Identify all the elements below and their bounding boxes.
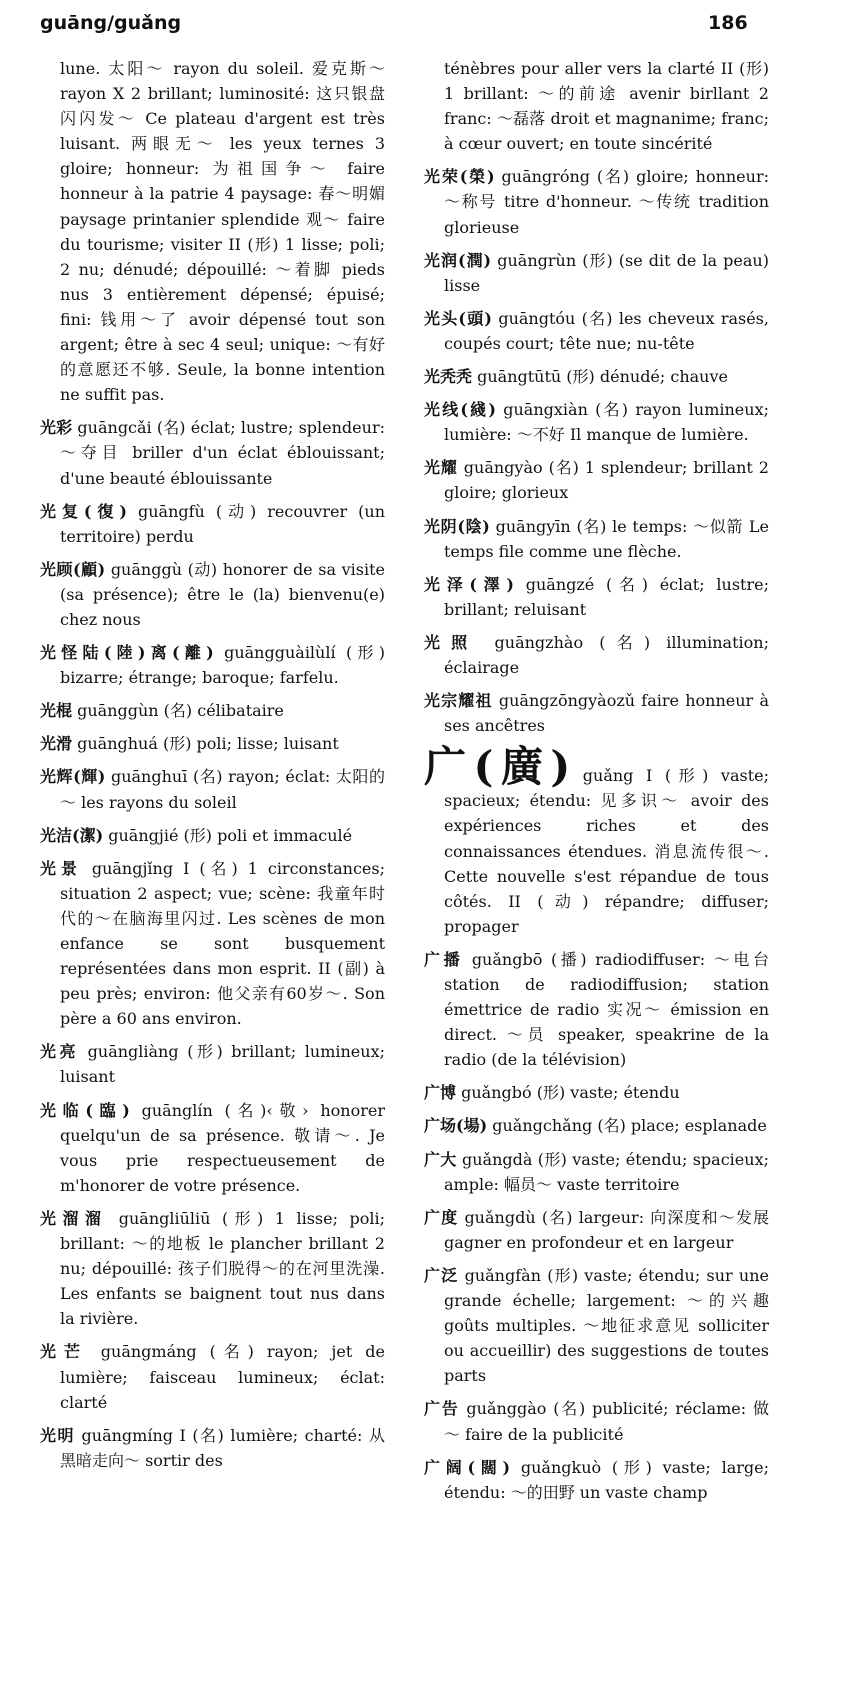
- entry-definition: guǎngdù (名) largeur: 向深度和～发展 gagner en profondeur et en largeur: [444, 1207, 769, 1252]
- entry-headword: 光彩: [40, 418, 73, 438]
- entry-definition: guǎngbō (播) radiodiffuser: ～电台 station de radiodiffusion; station émettrice de radio 实况～ émission en direct. ～员 speaker, speakrine de la radio (de la télévision): [444, 949, 769, 1070]
- entry-headword: 广(廣): [424, 742, 571, 792]
- entry-headword: 光泽(澤): [424, 574, 514, 594]
- dictionary-entry: [40, 1039, 385, 1089]
- dictionary-entry: [424, 248, 769, 298]
- dictionary-entry: [424, 1113, 769, 1138]
- entry-headword: 光亮: [40, 1042, 80, 1062]
- dictionary-entry: [40, 1206, 385, 1331]
- entry-definition: guānggùn (名) célibataire: [77, 701, 284, 721]
- dictionary-entry: [40, 856, 385, 1032]
- entry-definition: guāngmíng I (名) lumière; charté: 从黑暗走向～ sortir des: [60, 1425, 385, 1470]
- dictionary-entry: [40, 698, 385, 723]
- entry-headword: 光怪陆(陸)离(離): [40, 643, 214, 663]
- dictionary-entry: [424, 1396, 769, 1446]
- entry-headword: 光顾(顧): [40, 559, 106, 579]
- entry-definition: ténèbres pour aller vers la clarté II (形) 1 brillant: ～的前途 avenir birllant 2 franc: ～磊落 droit et magnanime; franc; à cœur ouvert; en toute sincérité: [444, 59, 769, 154]
- dictionary-entry: [424, 455, 769, 505]
- entry-headword: 光辉(輝): [40, 767, 106, 787]
- entry-definition: guǎngfàn (形) vaste; étendu; sur une grande échelle; largement: ～的兴趣 goûts multiples. ～地征求意见 solliciter ou accueillir) des suggestions de toutes parts: [444, 1265, 769, 1386]
- entry-headword: 光明: [40, 1425, 75, 1445]
- entry-definition: guāngzōngyàozǔ faire honneur à ses ancêtres: [444, 691, 769, 736]
- dictionary-entry: [424, 397, 769, 447]
- entry-definition: guānghuī (名) rayon; éclat: 太阳的～ les rayons du soleil: [60, 767, 385, 812]
- entry-headword: 光润(潤): [424, 250, 492, 270]
- entry-headword: 光复(復): [40, 501, 127, 521]
- entry-definition: guāngrùn (形) (se dit de la peau) lisse: [444, 250, 769, 295]
- left-column: [40, 56, 385, 1481]
- entry-definition: guǎng I (形) vaste; spacieux; étendu: 见多识～ avoir des expériences riches et des connaissances étendues. 消息流传很～. Cette nouvelle s'est répandue de tous côtés. II (动) répandre; diffuser; propager: [444, 766, 769, 936]
- entry-definition: guāngguàilùlí (形) bizarre; étrange; baroque; farfelu.: [60, 643, 385, 688]
- entry-definition: guāngyīn (名) le temps: ～似箭 Le temps file comme une flèche.: [444, 516, 769, 561]
- entry-headword: 广博: [424, 1083, 457, 1103]
- entry-definition: guāngliàng (形) brillant; lumineux; luisant: [60, 1042, 385, 1087]
- dictionary-entry: [424, 688, 769, 738]
- dictionary-entry: [424, 1147, 769, 1197]
- entry-continuation: [40, 56, 385, 407]
- entry-definition: guāngcǎi (名) éclat; lustre; splendeur: ～夺目 briller d'un éclat éblouissant; d'une beauté éblouissante: [60, 418, 385, 488]
- entry-headword: 广场(場): [424, 1116, 488, 1136]
- entry-definition: guāngtūtū (形) dénudé; chauve: [477, 367, 728, 387]
- dictionary-entry: [424, 1455, 769, 1505]
- entry-headword: 广播: [424, 949, 464, 969]
- entry-definition: guāngfù (动) recouvrer (un territoire) perdu: [60, 501, 385, 546]
- entry-continuation: [424, 56, 769, 156]
- entry-definition: guǎngdà (形) vaste; étendu; spacieux; ample: 幅员～ vaste territoire: [444, 1149, 769, 1194]
- entry-headword: 光临(臨): [40, 1100, 130, 1120]
- entry-definition: guāngjié (形) poli et immaculé: [108, 825, 353, 845]
- dictionary-entry: [40, 1098, 385, 1198]
- entry-definition: lune. 太阳～ rayon du soleil. 爱克斯～ rayon X 2 brillant; luminosité: 这只银盘闪闪发～ Ce plateau d'argent est très luisant. 两眼无～ les yeux ternes 3 gloire; honneur: 为祖国争～ faire honneur à la patrie 4 paysage: 春～明媚 paysage printanier splendide 观～ faire du tourisme; visiter II (形) 1 lisse; poli; 2 nu; dénudé; dépouillé: ～着脚 pieds nus 3 entièrement dépensé; épuisé; fini: 钱用～了 avoir dépensé tout son argent; être à sec 4 seul; unique: ～有好的意愿还不够. Seule, la bonne intention ne suffit pas.: [60, 59, 385, 405]
- entry-headword: 光棍: [40, 701, 73, 721]
- entry-headword: 光秃秃: [424, 367, 473, 387]
- entry-definition: guāngmáng (名) rayon; jet de lumière; faisceau lumineux; éclat: clarté: [60, 1342, 385, 1412]
- dictionary-entry: [40, 764, 385, 814]
- dictionary-entry: [40, 499, 385, 549]
- entry-definition: guāngjǐng I (名) 1 circonstances; situation 2 aspect; vue; scène: 我童年时代的～在脑海里闪过. Les scènes de mon enfance se sont busquement représentées dans mon esprit. II (副) à peu près; environ: 他父亲有60岁～. Son père a 60 ans environ.: [60, 858, 385, 1029]
- dictionary-entry: [40, 640, 385, 690]
- entry-headword: 光耀: [424, 458, 458, 478]
- entry-headword: 广度: [424, 1207, 459, 1227]
- entry-definition: guǎngbó (形) vaste; étendu: [461, 1083, 680, 1103]
- entry-headword: 光滑: [40, 734, 73, 754]
- entry-definition: guānglín (名)‹敬› honorer quelqu'un de sa présence. 敬请～. Je vous prie respectueusement de m'honorer de votre présence.: [60, 1100, 385, 1195]
- entry-definition: guǎngkuò (形) vaste; large; étendu: ～的田野 un vaste champ: [444, 1457, 769, 1502]
- entry-definition: guāngróng (名) gloire; honneur: ～称号 titre d'honneur. ～传统 tradition glorieuse: [444, 167, 769, 237]
- dictionary-entry: [40, 415, 385, 490]
- page-number: 186: [708, 12, 748, 34]
- entry-headword: 光景: [40, 858, 82, 878]
- entry-definition: guǎngchǎng (名) place; esplanade: [492, 1116, 767, 1136]
- dictionary-entry: [40, 557, 385, 632]
- dictionary-entry: [40, 1339, 385, 1414]
- entry-definition: guāngzhào (名) illumination; éclairage: [444, 632, 769, 677]
- entry-definition: guānghuá (形) poli; lisse; luisant: [77, 734, 339, 754]
- entry-headword: 光宗耀祖: [424, 691, 493, 711]
- dictionary-entry: [424, 1080, 769, 1105]
- entry-definition: guāngzé (名) éclat; lustre; brillant; reluisant: [444, 574, 769, 619]
- dictionary-entry: [424, 742, 769, 939]
- entry-headword: 光洁(潔): [40, 825, 104, 845]
- entry-definition: guǎnggào (名) publicité; réclame: 做～ faire de la publicité: [444, 1399, 769, 1444]
- dictionary-entry: [40, 731, 385, 756]
- right-column: [424, 56, 769, 1513]
- entry-headword: 光阴(陰): [424, 516, 490, 536]
- entry-definition: guāngxiàn (名) rayon lumineux; lumière: ～不好 Il manque de lumière.: [444, 400, 769, 445]
- dictionary-entry: [424, 1263, 769, 1388]
- dictionary-entry: [40, 823, 385, 848]
- dictionary-entry: [424, 1205, 769, 1255]
- entry-definition: guāngliūliū (形) 1 lisse; poli; brillant: ～的地板 le plancher brillant 2 nu; dépouillé: 孩子们脱得～的在河里洗澡. Les enfants se baignent tout nus dans la rivière.: [60, 1208, 385, 1329]
- entry-definition: guānggù (动) honorer de sa visite (sa présence); être le (la) bienvenu(e) chez nous: [60, 559, 385, 629]
- entry-headword: 光荣(榮): [424, 167, 495, 187]
- dictionary-entry: [424, 364, 769, 389]
- entry-definition: guāngtóu (名) les cheveux rasés, coupés court; tête nue; nu-tête: [444, 308, 769, 353]
- running-head: guāng/guǎng: [40, 12, 182, 34]
- dictionary-entry: [424, 164, 769, 239]
- dictionary-entry: [40, 1423, 385, 1473]
- dictionary-entry: [424, 947, 769, 1072]
- entry-headword: 光溜溜: [40, 1208, 108, 1228]
- entry-headword: 光芒: [40, 1342, 88, 1362]
- dictionary-entry: [424, 630, 769, 680]
- entry-headword: 广大: [424, 1149, 457, 1169]
- dictionary-entry: [424, 572, 769, 622]
- entry-headword: 光线(綫): [424, 400, 496, 420]
- entry-definition: guāngyào (名) 1 splendeur; brillant 2 gloire; glorieux: [444, 458, 769, 503]
- dictionary-entry: [424, 306, 769, 356]
- dictionary-entry: [424, 514, 769, 564]
- entry-headword: 广阔(闊): [424, 1457, 511, 1477]
- entry-headword: 广告: [424, 1399, 460, 1419]
- entry-headword: 光头(頭): [424, 308, 493, 328]
- entry-headword: 光照: [424, 632, 479, 652]
- entry-headword: 广泛: [424, 1265, 459, 1285]
